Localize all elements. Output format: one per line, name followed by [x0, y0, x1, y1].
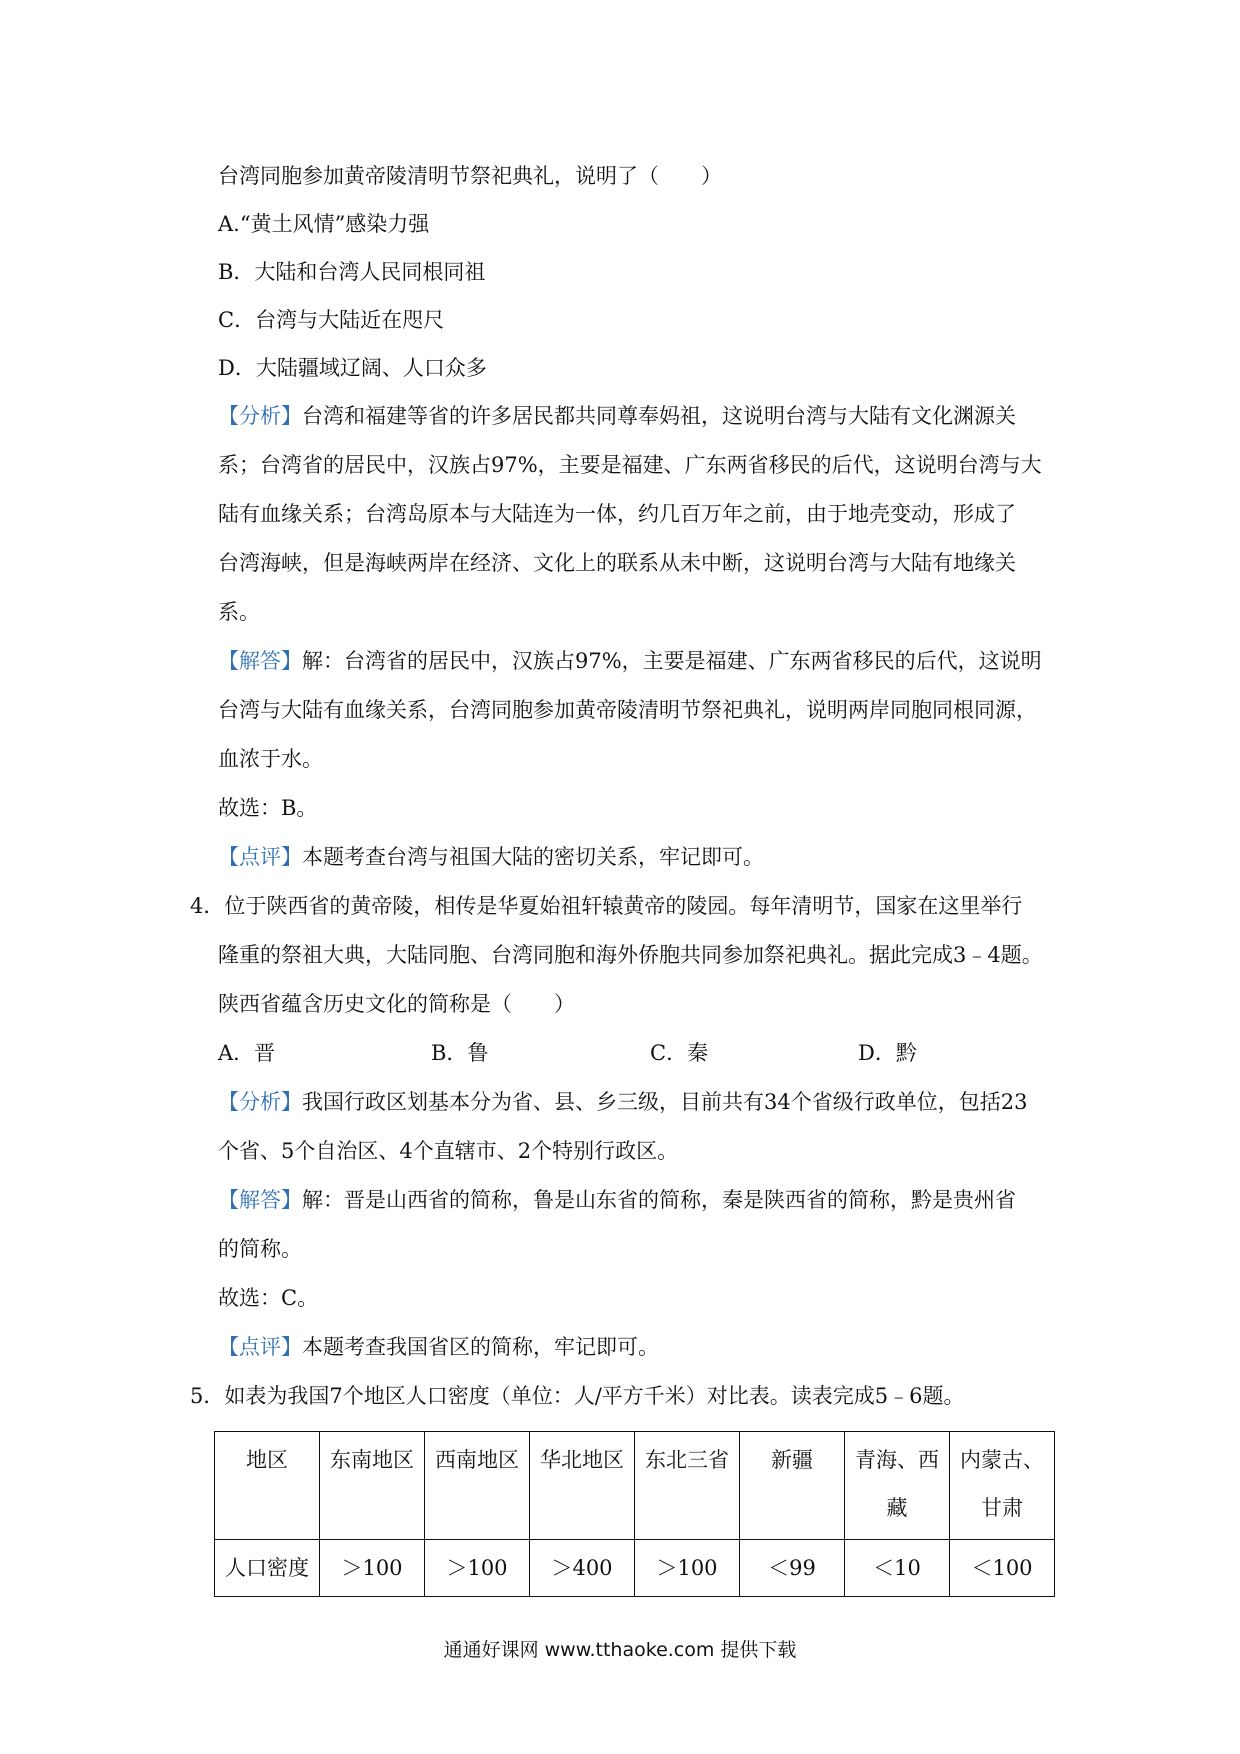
q3-analysis-line-3: 陆有血缘关系；台湾岛原本与大陆连为一体，约几百万年之前，由于地壳变动，形成了 [218, 502, 1016, 526]
q4-analysis-line-2: 个省、5个自治区、4个直辖市、2个特别行政区。 [218, 1139, 679, 1163]
q3-option-c: C．台湾与大陆近在咫尺 [218, 308, 445, 332]
table-header-cell: 内蒙古、甘肃 [950, 1432, 1055, 1540]
population-density-table [214, 1431, 1055, 1597]
q3-stem: 台湾同胞参加黄帝陵清明节祭祀典礼，说明了（ ） [218, 164, 722, 188]
q3-analysis-line-4: 台湾海峡，但是海峡两岸在经济、文化上的联系从未中断，这说明台湾与大陆有地缘关 [218, 551, 1016, 575]
table-header-cell: 地区 [215, 1432, 320, 1540]
q3-comment: 【点评】本题考查台湾与祖国大陆的密切关系，牢记即可。 [218, 845, 764, 869]
q4-answer-line-1: 【解答】解：晋是山西省的简称，鲁是山东省的简称，秦是陕西省的简称，黔是贵州省 [218, 1188, 1016, 1212]
q3-option-b: B．大陆和台湾人民同根同祖 [218, 260, 486, 284]
q4-option-c: C．秦 [650, 1041, 709, 1065]
table-header-cell: 华北地区 [530, 1432, 635, 1540]
table-cell: ＞100 [320, 1540, 425, 1597]
q4-option-a: A．晋 [218, 1041, 276, 1065]
q4-comment: 【点评】本题考查我国省区的简称，牢记即可。 [218, 1335, 659, 1359]
q4-option-d: D．黔 [858, 1041, 917, 1065]
table-row-label: 人口密度 [215, 1540, 320, 1597]
q3-analysis-line-2: 系；台湾省的居民中，汉族占97%，主要是福建、广东两省移民的后代，这说明台湾与大 [218, 453, 1042, 477]
q4-choice: 故选：C。 [218, 1286, 319, 1310]
q5-number: 5． [190, 1384, 225, 1408]
q4-option-b: B．鲁 [431, 1041, 489, 1065]
page-footer: 通通好课网 www.tthaoke.com 提供下载 [443, 1639, 797, 1661]
q5-stem: 5．如表为我国7个地区人口密度（单位：人/平方千米）对比表。读表完成5﹣6题。 [190, 1384, 965, 1408]
table-cell: ＜99 [740, 1540, 845, 1597]
comment-tag: 【点评】 [218, 845, 302, 869]
table-header-cell: 东北三省 [635, 1432, 740, 1540]
q3-option-a: A.“黄土风情”感染力强 [218, 212, 430, 236]
q3-answer-line-2: 台湾与大陆有血缘关系，台湾同胞参加黄帝陵清明节祭祀典礼，说明两岸同胞同根同源， [218, 698, 1037, 722]
table-header-cell: 西南地区 [425, 1432, 530, 1540]
table-cell: ＞400 [530, 1540, 635, 1597]
q3-analysis-line-5: 系。 [218, 600, 260, 624]
q3-option-d: D．大陆疆域辽阔、人口众多 [218, 356, 487, 380]
table-cell: ＜100 [950, 1540, 1055, 1597]
table-cell: ＞100 [635, 1540, 740, 1597]
table-header-cell: 东南地区 [320, 1432, 425, 1540]
q4-analysis-line-1: 【分析】我国行政区划基本分为省、县、乡三级，目前共有34个省级行政单位，包括23 [218, 1090, 1028, 1114]
table-row [215, 1540, 1055, 1597]
table-header-row [215, 1432, 1055, 1540]
q3-answer-line-1: 【解答】解：台湾省的居民中，汉族占97%，主要是福建、广东两省移民的后代，这说明 [218, 649, 1042, 673]
q4-options [218, 1039, 1063, 1069]
q3-answer-line-3: 血浓于水。 [218, 747, 323, 771]
table-header-cell: 青海、西藏 [845, 1432, 950, 1540]
table-cell: ＜10 [845, 1540, 950, 1597]
answer-tag: 【解答】 [218, 649, 302, 673]
q4-answer-line-2: 的简称。 [218, 1237, 302, 1261]
q3-analysis-line-1: 【分析】台湾和福建等省的许多居民都共同尊奉妈祖，这说明台湾与大陆有文化渊源关 [218, 404, 1016, 428]
q3-choice: 故选：B。 [218, 796, 318, 820]
q4-number: 4． [190, 894, 225, 918]
comment-tag: 【点评】 [218, 1335, 302, 1359]
q4-stem-line-2: 隆重的祭祖大典，大陆同胞、台湾同胞和海外侨胞共同参加祭祀典礼。据此完成3﹣4题。 [218, 943, 1043, 967]
q4-stem-line-1: 4．位于陕西省的黄帝陵，相传是华夏始祖轩辕黄帝的陵园。每年清明节，国家在这里举行 [190, 894, 1023, 918]
answer-tag: 【解答】 [218, 1188, 302, 1212]
table-cell: ＞100 [425, 1540, 530, 1597]
analysis-tag: 【分析】 [218, 1090, 302, 1114]
q4-stem-line-3: 陕西省蕴含历史文化的简称是（ ） [218, 992, 575, 1016]
table-header-cell: 新疆 [740, 1432, 845, 1540]
analysis-tag: 【分析】 [218, 404, 302, 428]
